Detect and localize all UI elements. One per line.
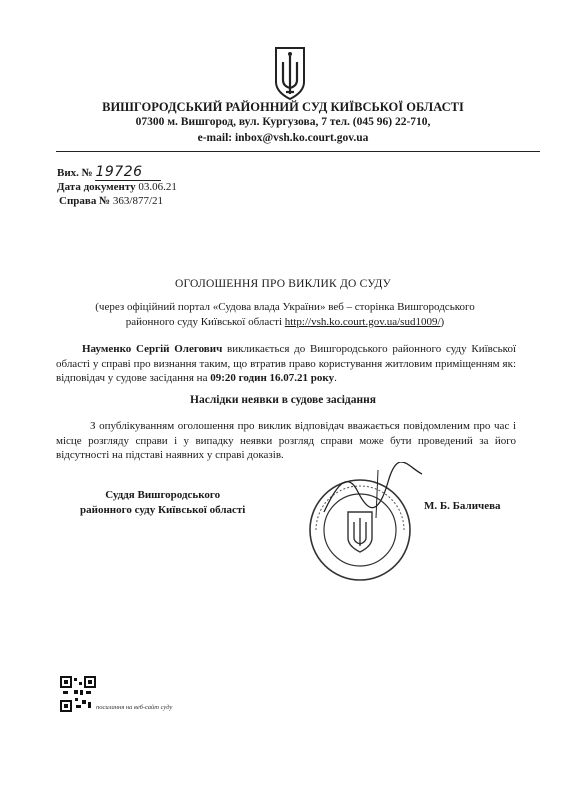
- case-number-label: Справа №: [59, 195, 111, 207]
- judge-title-line1: Суддя Вишгородського: [105, 489, 221, 501]
- judge-title-line2: районного суду Київської області: [80, 504, 246, 516]
- summons-text: викликається до Вишгородського районного суду Київської області у справі про визнання таким, що втратив право користування житловим приміщенням як: відповідач у судове засідання на: [56, 343, 517, 384]
- court-name-heading: ВИШГОРОДСЬКИЙ РАЙОННИЙ СУД КИЇВСЬКОЇ ОБЛАСТІ: [102, 100, 464, 114]
- judge-name: М. Б. Баличева: [424, 500, 501, 512]
- summons-end: .: [334, 372, 337, 384]
- case-number-value: 363/877/21: [112, 195, 164, 207]
- document-date-label: Дата документу: [57, 181, 136, 193]
- case-number-line: [59, 195, 163, 207]
- court-address: 07300 м. Вишгород, вул. Кургузова, 7 тел. (045 96) 22-710,: [135, 116, 431, 128]
- handwritten-signature-icon: [318, 462, 428, 522]
- court-email: e-mail: inbox@vsh.ko.court.gov.ua: [197, 132, 369, 144]
- header-divider: [56, 151, 540, 152]
- consequences-heading: Наслідки неявки в судове засідання: [190, 394, 376, 406]
- qr-code-icon[interactable]: [60, 676, 96, 712]
- consequences-text: З опублікуванням оголошення про виклик відповідач вважається повідомленим про час і місце розгляду справи і у випадку неявки розгляд справи може бути проведений за його відсутності на підставі наявних у справі доказів.: [56, 420, 516, 461]
- publication-note-close: ): [440, 316, 445, 328]
- publication-note-text: (через офіційний портал «Судова влада України» веб – сторінка Вишгородського районного суду Київської області: [95, 301, 475, 328]
- document-date-line: [57, 181, 177, 193]
- consequences-paragraph: [56, 419, 516, 463]
- summons-paragraph: [56, 342, 516, 386]
- outgoing-number-handwritten: 19726: [95, 164, 161, 181]
- judge-title: [80, 488, 245, 518]
- qr-caption: посилання на веб-сайт суду: [96, 704, 173, 711]
- notice-title: ОГОЛОШЕННЯ ПРО ВИКЛИК ДО СУДУ: [174, 278, 392, 290]
- court-website-link[interactable]: http://vsh.ko.court.gov.ua/sud1009/: [284, 316, 441, 328]
- party-name: Науменко Сергій Олегович: [82, 343, 223, 355]
- outgoing-number-label: Вих. №: [57, 167, 93, 179]
- trident-emblem-icon: [270, 44, 310, 102]
- document-date-value: 03.06.21: [138, 181, 177, 193]
- outgoing-number-line: [57, 164, 161, 181]
- hearing-time: 09:20 годин 16.07.21 року: [210, 372, 335, 384]
- publication-note: [70, 300, 500, 330]
